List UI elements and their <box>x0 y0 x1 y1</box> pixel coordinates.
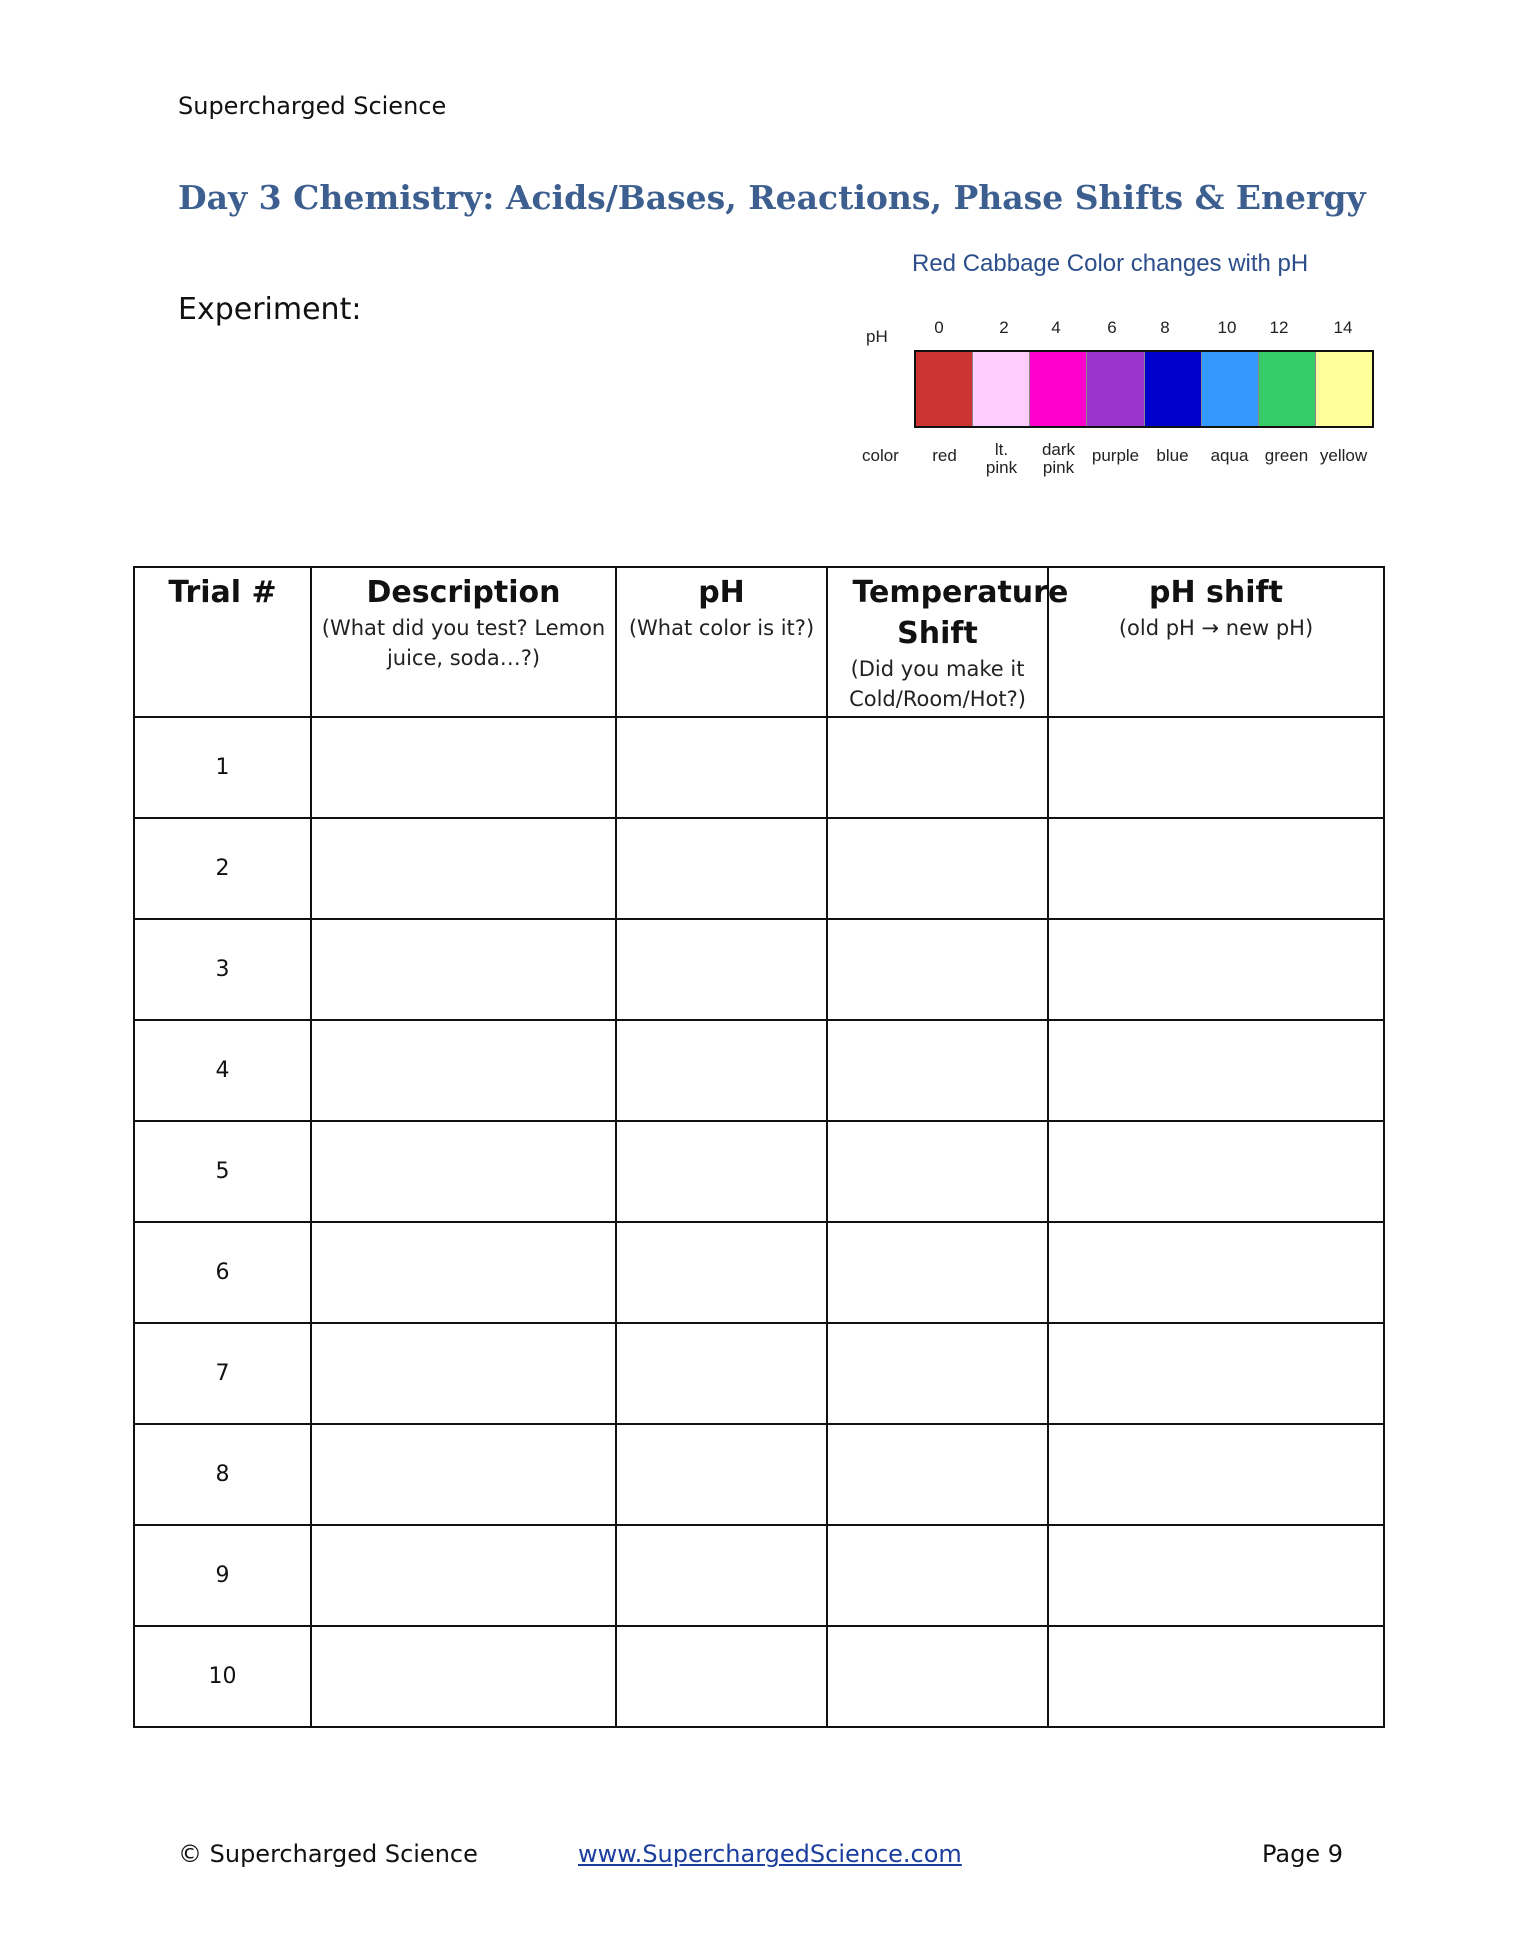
experiment-label: Experiment: <box>178 292 362 327</box>
table-body <box>134 717 1384 1727</box>
trial-number-cell: 2 <box>134 818 311 919</box>
footer-page-number: Page 9 <box>1262 1840 1343 1868</box>
entry-cell[interactable] <box>616 1323 827 1424</box>
column-header-title: pH <box>698 575 745 610</box>
color-name-label: green <box>1264 446 1309 465</box>
ph-swatch-aqua <box>1201 352 1258 426</box>
entry-cell[interactable] <box>1048 818 1384 919</box>
entry-cell[interactable] <box>827 717 1048 818</box>
entry-cell[interactable] <box>616 1424 827 1525</box>
table-row <box>134 818 1384 919</box>
table-row <box>134 1525 1384 1626</box>
column-header-subtitle: (old pH → new pH) <box>1118 616 1314 640</box>
color-name-label: yellow <box>1319 446 1368 465</box>
trial-number-cell: 3 <box>134 919 311 1020</box>
table-row <box>134 1424 1384 1525</box>
entry-cell[interactable] <box>311 818 616 919</box>
entry-cell[interactable] <box>1048 1424 1384 1525</box>
entry-cell[interactable] <box>616 919 827 1020</box>
entry-cell[interactable] <box>1048 1626 1384 1727</box>
entry-cell[interactable] <box>616 1121 827 1222</box>
ph-swatch-lt-pink <box>972 352 1029 426</box>
table-header-row <box>134 567 1384 717</box>
ph-tick-label: 8 <box>1160 318 1170 337</box>
entry-cell[interactable] <box>1048 1323 1384 1424</box>
column-header <box>827 567 1069 717</box>
entry-cell[interactable] <box>827 1222 1048 1323</box>
page-title: Day 3 Chemistry: Acids/Bases, Reactions, Phase Shifts & Energy <box>178 178 1366 217</box>
ph-tick-label: 10 <box>1217 318 1237 337</box>
column-header <box>311 567 616 717</box>
ph-swatch-purple <box>1086 352 1143 426</box>
entry-cell[interactable] <box>311 717 616 818</box>
column-header-subtitle: (What did you test? Lemon juice, soda…?) <box>321 616 606 670</box>
entry-cell[interactable] <box>616 1222 827 1323</box>
column-header <box>616 567 827 717</box>
entry-cell[interactable] <box>827 919 1048 1020</box>
entry-cell[interactable] <box>827 1121 1048 1222</box>
color-name-label: purple <box>1091 446 1140 465</box>
footer-copyright: © Supercharged Science <box>178 1840 478 1868</box>
column-header-title: Description <box>366 575 561 610</box>
entry-cell[interactable] <box>311 1020 616 1121</box>
entry-cell[interactable] <box>311 1626 616 1727</box>
column-header <box>1048 567 1384 717</box>
table-row <box>134 1323 1384 1424</box>
table-row <box>134 1020 1384 1121</box>
entry-cell[interactable] <box>1048 1222 1384 1323</box>
trial-number-cell: 9 <box>134 1525 311 1626</box>
ph-tick-label: 12 <box>1269 318 1289 337</box>
ph-axis-label: pH <box>866 327 888 346</box>
table-row <box>134 1626 1384 1727</box>
color-name-label: red <box>932 446 957 465</box>
entry-cell[interactable] <box>827 1323 1048 1424</box>
ph-swatch-red <box>916 352 972 426</box>
entry-cell[interactable] <box>1048 919 1384 1020</box>
ph-color-bar <box>914 350 1374 428</box>
table-row <box>134 1222 1384 1323</box>
ph-tick-label: 0 <box>934 318 944 337</box>
ph-tick-label: 6 <box>1107 318 1117 337</box>
entry-cell[interactable] <box>827 1525 1048 1626</box>
entry-cell[interactable] <box>1048 717 1384 818</box>
entry-cell[interactable] <box>311 1525 616 1626</box>
entry-cell[interactable] <box>311 919 616 1020</box>
trial-number-cell: 7 <box>134 1323 311 1424</box>
entry-cell[interactable] <box>311 1323 616 1424</box>
entry-cell[interactable] <box>311 1121 616 1222</box>
color-name-label: blue <box>1156 446 1189 465</box>
ph-tick-label: 4 <box>1051 318 1061 337</box>
column-header <box>134 567 311 717</box>
trial-table <box>133 566 1385 1728</box>
entry-cell[interactable] <box>827 818 1048 919</box>
trial-number-cell: 6 <box>134 1222 311 1323</box>
entry-cell[interactable] <box>827 1626 1048 1727</box>
table-row <box>134 717 1384 818</box>
trial-number-cell: 1 <box>134 717 311 818</box>
footer-website-link[interactable]: www.SuperchargedScience.com <box>578 1840 962 1868</box>
column-header-subtitle: (Did you make it Cold/Room/Hot?) <box>849 657 1026 711</box>
color-axis-label: color <box>862 446 899 465</box>
entry-cell[interactable] <box>616 818 827 919</box>
color-name-label: dark pink <box>1041 440 1076 477</box>
trial-number-cell: 10 <box>134 1626 311 1727</box>
table-row <box>134 919 1384 1020</box>
ph-swatch-yellow <box>1315 352 1372 426</box>
entry-cell[interactable] <box>827 1424 1048 1525</box>
ph-swatch-green <box>1258 352 1315 426</box>
column-header-title: pH shift <box>1149 575 1283 610</box>
header-brand: Supercharged Science <box>178 92 447 120</box>
entry-cell[interactable] <box>616 1626 827 1727</box>
color-name-label: lt. pink <box>985 440 1018 477</box>
trial-number-cell: 8 <box>134 1424 311 1525</box>
ph-chart-title: Red Cabbage Color changes with pH <box>912 250 1309 277</box>
entry-cell[interactable] <box>1048 1525 1384 1626</box>
entry-cell[interactable] <box>1048 1020 1384 1121</box>
entry-cell[interactable] <box>827 1020 1048 1121</box>
entry-cell[interactable] <box>616 1525 827 1626</box>
ph-tick-label: 14 <box>1333 318 1353 337</box>
column-header-title: Temperature Shift <box>852 575 1069 651</box>
entry-cell[interactable] <box>616 717 827 818</box>
entry-cell[interactable] <box>311 1424 616 1525</box>
entry-cell[interactable] <box>1048 1121 1384 1222</box>
column-header-title: Trial # <box>168 575 277 610</box>
entry-cell[interactable] <box>616 1020 827 1121</box>
trial-number-cell: 5 <box>134 1121 311 1222</box>
color-name-label: aqua <box>1210 446 1249 465</box>
ph-swatch-blue <box>1144 352 1201 426</box>
column-header-subtitle: (What color is it?) <box>628 616 815 640</box>
entry-cell[interactable] <box>311 1222 616 1323</box>
table-row <box>134 1121 1384 1222</box>
ph-tick-label: 2 <box>999 318 1009 337</box>
trial-number-cell: 4 <box>134 1020 311 1121</box>
ph-swatch-dark-pink <box>1029 352 1086 426</box>
